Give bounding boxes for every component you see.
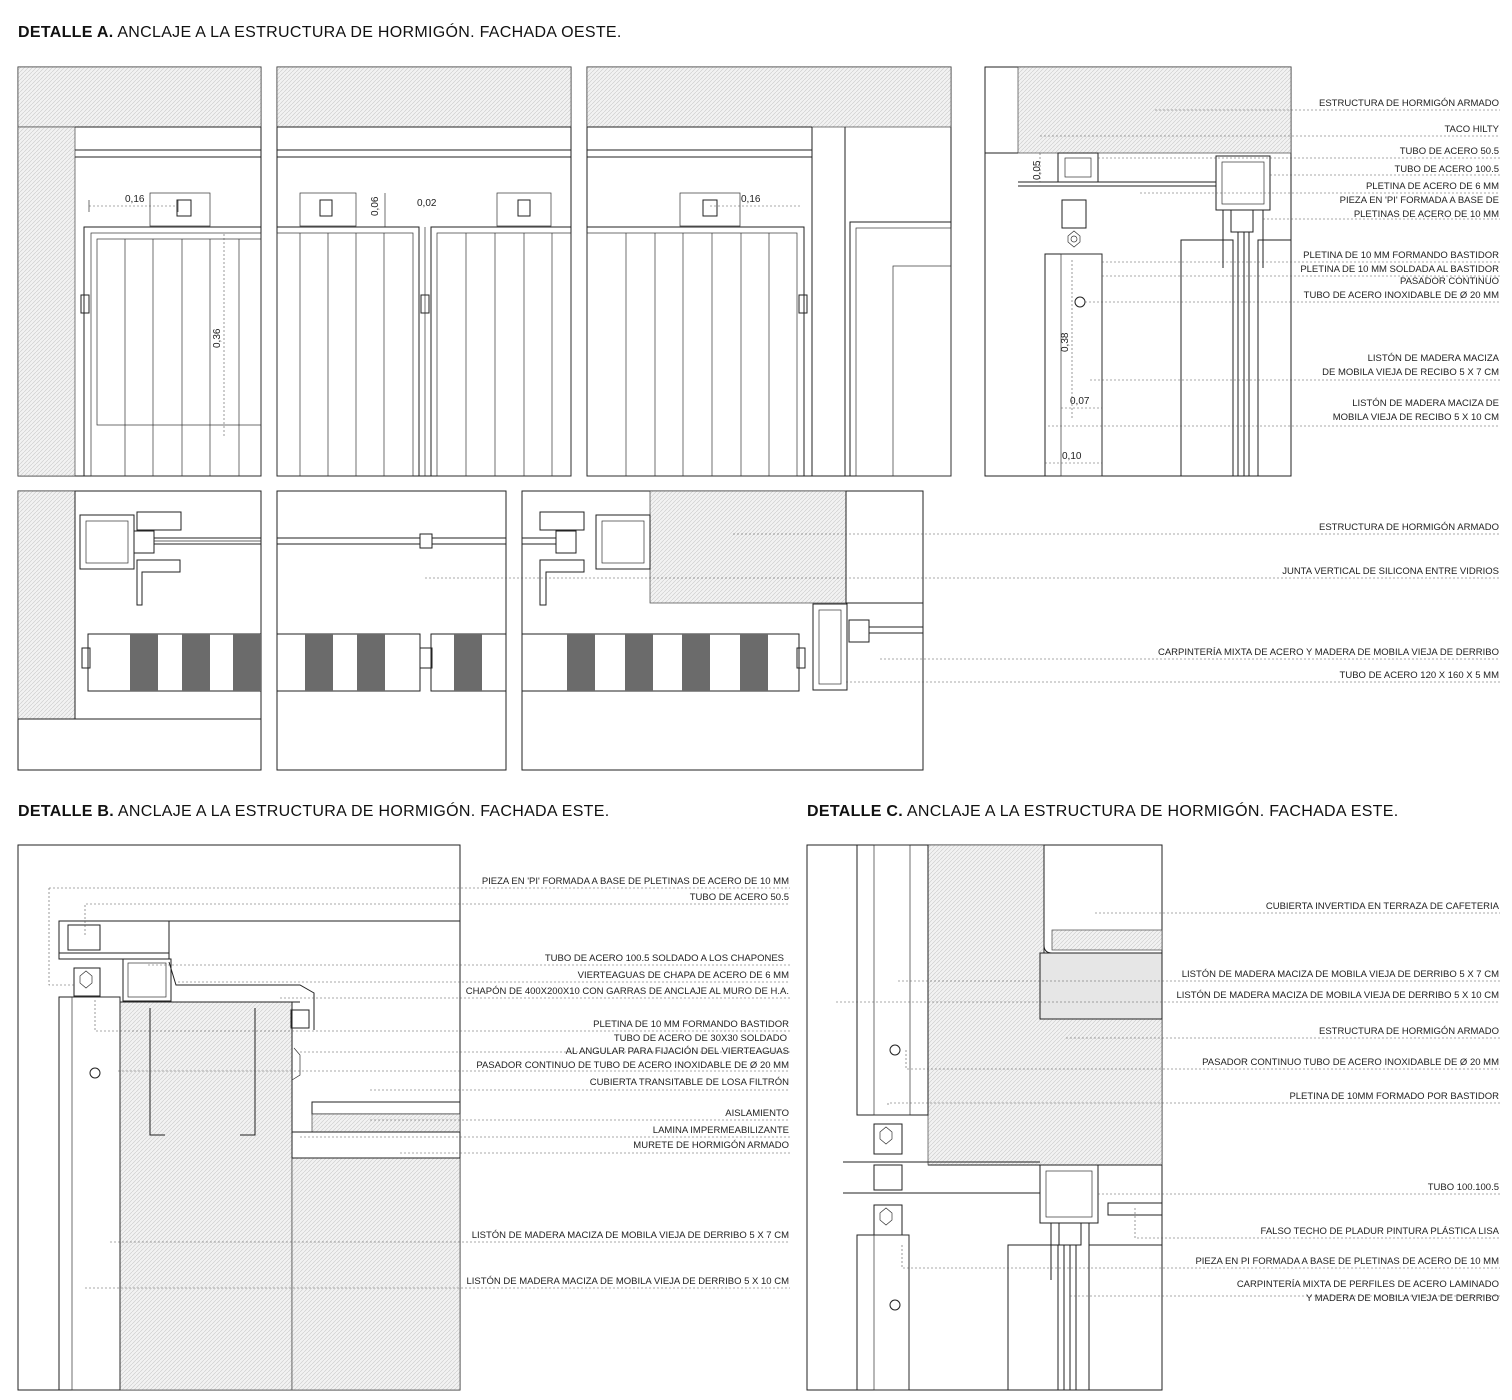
label-b-lamina: LAMINA IMPERMEABILIZANTE [652, 1125, 789, 1136]
label-estructura-hormigon: ESTRUCTURA DE HORMIGÓN ARMADO [1319, 98, 1499, 109]
detail-a-plan-left [18, 491, 261, 770]
detail-a-plan-right [522, 491, 923, 770]
label-c-pletina: PLETINA DE 10MM FORMADO POR BASTIDOR [1289, 1091, 1499, 1102]
label-tubo-100-5: TUBO DE ACERO 100.5 [1394, 164, 1499, 175]
label-b-tubo-100-5: TUBO DE ACERO 100.5 SOLDADO A LOS CHAPONES [544, 953, 784, 964]
label-tubo-50-5: TUBO DE ACERO 50.5 [1399, 146, 1499, 157]
dim-a-016-right: 0,16 [741, 194, 761, 205]
label-plan-junta: JUNTA VERTICAL DE SILICONA ENTRE VIDRIOS [1282, 566, 1499, 577]
detail-c-title-text: ANCLAJE A LA ESTRUCTURA DE HORMIGÓN. FACHADA ESTE. [906, 803, 1399, 820]
dim-a-006: 0,06 [370, 196, 381, 216]
label-pletina-soldada: PLETINA DE 10 MM SOLDADA AL BASTIDOR [1300, 264, 1499, 275]
label-c-pieza-pi: PIEZA EN PI FORMADA A BASE DE PLETINAS DE ACERO DE 10 MM [1195, 1256, 1499, 1267]
detail-a-elevation-left [18, 67, 261, 476]
label-pieza-pi-1: PIEZA EN 'PI' FORMADA A BASE DE [1339, 195, 1499, 206]
label-c-tubo: TUBO 100.100.5 [1427, 1182, 1499, 1193]
label-plan-estructura: ESTRUCTURA DE HORMIGÓN ARMADO [1319, 522, 1499, 533]
label-pieza-pi-2: PLETINAS DE ACERO DE 10 MM [1353, 209, 1499, 220]
dim-a-010: 0,10 [1062, 451, 1082, 462]
label-c-liston-5x7: LISTÓN DE MADERA MACIZA DE MOBILA VIEJA DE DERRIBO 5 X 7 CM [1181, 969, 1499, 980]
label-b-vierteaguas: VIERTEAGUAS DE CHAPA DE ACERO DE 6 MM [577, 970, 789, 981]
dim-a-016-left: 0,16 [125, 194, 145, 205]
dim-a-002: 0,02 [417, 198, 437, 209]
label-plan-carpinteria: CARPINTERÍA MIXTA DE ACERO Y MADERA DE MOBILA VIEJA DE DERRIBO [1157, 647, 1499, 658]
detail-b-title-bold: DETALLE B. [18, 803, 115, 820]
label-liston-1a: LISTÓN DE MADERA MACIZA [1367, 353, 1499, 364]
detail-a-elevation-middle [277, 67, 571, 476]
label-b-cubierta: CUBIERTA TRANSITABLE DE LOSA FILTRÓN [589, 1077, 789, 1088]
label-b-pletina-bastidor: PLETINA DE 10 MM FORMANDO BASTIDOR [593, 1019, 789, 1030]
label-liston-2b: MOBILA VIEJA DE RECIBO 5 X 10 CM [1332, 412, 1499, 423]
label-b-liston-5x10: LISTÓN DE MADERA MACIZA DE MOBILA VIEJA DE DERRIBO 5 X 10 CM [466, 1276, 789, 1287]
label-b-murete: MURETE DE HORMIGÓN ARMADO [633, 1140, 789, 1151]
detail-b-drawing [18, 845, 460, 1390]
label-b-pieza-pi: PIEZA EN 'PI' FORMADA A BASE DE PLETINAS DE ACERO DE 10 MM [481, 876, 789, 887]
dim-a-038: 0,38 [1060, 332, 1071, 352]
label-b-tubo-50-5: TUBO DE ACERO 50.5 [689, 892, 789, 903]
label-liston-2a: LISTÓN DE MADERA MACIZA DE [1352, 398, 1499, 409]
detail-c-title-bold: DETALLE C. [807, 803, 904, 820]
label-taco-hilty: TACO HILTY [1444, 124, 1499, 135]
label-tubo-inox: TUBO DE ACERO INOXIDABLE DE Ø 20 MM [1303, 290, 1499, 301]
label-b-liston-5x7: LISTÓN DE MADERA MACIZA DE MOBILA VIEJA DE DERRIBO 5 X 7 CM [471, 1230, 789, 1241]
dim-a-005: 0,05 [1032, 160, 1043, 180]
label-b-pasador: PASADOR CONTINUO DE TUBO DE ACERO INOXIDABLE DE Ø 20 MM [476, 1060, 789, 1071]
detail-a-plan-middle [277, 491, 506, 770]
detail-c-drawing [807, 845, 1162, 1390]
label-c-falso-techo: FALSO TECHO DE PLADUR PINTURA PLÁSTICA LISA [1260, 1226, 1499, 1237]
label-c-carpinteria-1: CARPINTERÍA MIXTA DE PERFILES DE ACERO LAMINADO [1236, 1279, 1499, 1290]
label-pasador: PASADOR CONTINUO [1399, 276, 1499, 287]
label-b-aislamiento: AISLAMIENTO [725, 1108, 789, 1119]
dim-a-036: 0,36 [212, 328, 223, 348]
label-c-pasador: PASADOR CONTINUO TUBO DE ACERO INOXIDABLE DE Ø 20 MM [1202, 1057, 1499, 1068]
label-c-liston-5x10: LISTÓN DE MADERA MACIZA DE MOBILA VIEJA DE DERRIBO 5 X 10 CM [1176, 990, 1499, 1001]
label-b-angular: AL ANGULAR PARA FIJACIÓN DEL VIERTEAGUAS [565, 1046, 789, 1057]
label-b-tubo-30x30: TUBO DE ACERO DE 30X30 SOLDADO [613, 1033, 787, 1044]
detail-a-title-bold: DETALLE A. [18, 24, 114, 41]
label-plan-tubo: TUBO DE ACERO 120 X 160 X 5 MM [1339, 670, 1499, 681]
detail-b-title-text: ANCLAJE A LA ESTRUCTURA DE HORMIGÓN. FACHADA ESTE. [117, 803, 610, 820]
label-c-cubierta: CUBIERTA INVERTIDA EN TERRAZA DE CAFETERIA [1265, 901, 1499, 912]
label-b-chapon: CHAPÓN DE 400X200X10 CON GARRAS DE ANCLAJE AL MURO DE H.A. [465, 986, 789, 997]
dim-a-007: 0,07 [1070, 396, 1090, 407]
label-c-carpinteria-2: Y MADERA DE MOBILA VIEJA DE DERRIBO [1305, 1293, 1499, 1304]
detail-a-elevation-right [587, 67, 951, 476]
label-c-estructura: ESTRUCTURA DE HORMIGÓN ARMADO [1319, 1026, 1499, 1037]
detail-a-section [985, 67, 1291, 476]
label-pletina-bastidor: PLETINA DE 10 MM FORMANDO BASTIDOR [1303, 250, 1499, 261]
detail-a-title-text: ANCLAJE A LA ESTRUCTURA DE HORMIGÓN. FACHADA OESTE. [117, 24, 622, 41]
label-pletina-6mm: PLETINA DE ACERO DE 6 MM [1365, 181, 1499, 192]
label-liston-1b: DE MOBILA VIEJA DE RECIBO 5 X 7 CM [1322, 367, 1499, 378]
